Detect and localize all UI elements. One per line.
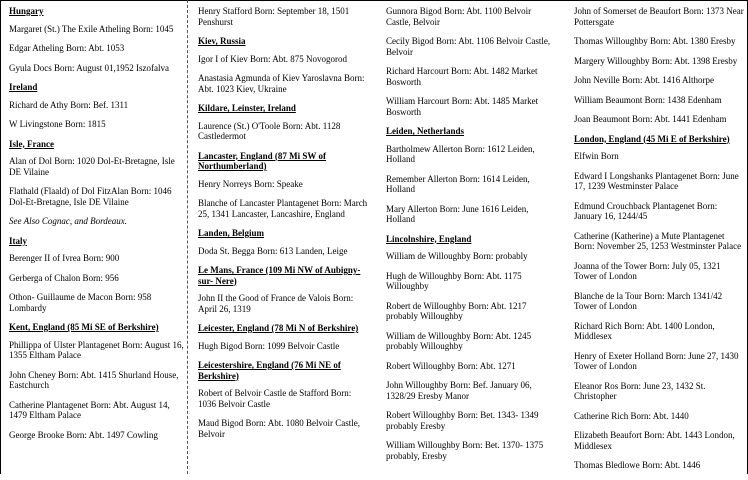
person-entry: William de Willoughby Born: Abt. 1245 probably Willoughby xyxy=(386,330,532,351)
person-entry: Cecily Bigod Born: Abt. 1106 Belvoir Castle, Belvoir xyxy=(386,36,551,57)
person-entry: Blanche de la Tour Born: March 1341/42 Tower of London xyxy=(574,290,723,311)
person-entry: Igor I of Kiev Born: Abt. 875 Novogorod xyxy=(198,53,347,64)
person-entry: Bartholmew Allerton Born: 1612 Leiden, Holland xyxy=(386,143,535,164)
column-1 xyxy=(9,6,185,449)
person-entry: Edward I Longshanks Plantagenet Born: June 17, 1239 Westminster Palace xyxy=(574,170,739,191)
location-heading: Leiden, Netherlands xyxy=(386,126,465,136)
location-heading: Leicestershire, England (76 Mi NE of Berkshire) xyxy=(198,360,341,381)
person-entry: Richard Rich Born: Abt. 1400 London, Middlesex xyxy=(574,320,715,341)
person-entry: Richard Harcourt Born: Abt. 1482 Market Bosworth xyxy=(386,66,538,87)
location-heading: Kent, England (85 Mi SE of Berkshire) xyxy=(9,322,159,332)
person-entry: Alan of Dol Born: 1020 Dol-Et-Bretagne, Isle DE Vilaine xyxy=(9,156,175,177)
person-entry: Elfwin Born xyxy=(574,151,619,161)
person-entry: Doda St. Begga Born: 613 Landen, Leige xyxy=(198,245,348,256)
person-entry: Robert of Belvoir Castle de Stafford Born: 1036 Belvoir Castle xyxy=(198,388,352,409)
column-3 xyxy=(386,6,556,470)
person-entry: William Harcourt Born: Abt. 1485 Market Bosworth xyxy=(386,96,539,117)
person-entry: Mary Allerton Born: June 1616 Leiden, Holland xyxy=(386,203,529,224)
location-heading: Ireland xyxy=(9,82,38,92)
column-4 xyxy=(574,6,744,480)
person-entry: William de Willoughby Born: probably xyxy=(386,251,528,261)
person-entry: W Livingstone Born: 1815 xyxy=(9,119,106,129)
location-heading: Isle, France xyxy=(9,138,54,149)
person-entry: Thomas Willoughby Born: Abt. 1380 Eresby xyxy=(574,36,736,46)
person-entry: Joan Beaumont Born: Abt. 1441 Edenham xyxy=(574,114,727,124)
location-heading: Landen, Belgium xyxy=(198,228,265,238)
person-entry: Henry Stafford Born: September 18, 1501 Penshurst xyxy=(198,6,350,27)
person-entry: Joanna of the Tower Born: July 05, 1321 Tower of London xyxy=(574,260,721,281)
person-entry: Flathald (Flaald) of Dol FitzAlan Born: 1046 Dol-Et-Bretagne, Isle DE Vilaine xyxy=(9,186,172,207)
person-entry: Maud Bigod Born: Abt. 1080 Belvoir Castle, Belvoir xyxy=(198,418,360,439)
person-entry: Remember Allerton Born: 1614 Leiden, Holland xyxy=(386,173,530,194)
location-heading: London, England (45 Mi E of Berkshire) xyxy=(574,133,730,144)
person-entry: Richard de Athy Born: Bef. 1311 xyxy=(9,99,129,110)
person-entry: John of Somerset de Beaufort Born: 1373 Near Pottersgate xyxy=(574,6,744,27)
location-heading: Lancaster, England (87 Mi SW of Northumberland) xyxy=(198,150,327,171)
location-heading: Lincolnshire, England xyxy=(386,233,472,244)
person-entry: Robert Willoughby Born: Abt. 1271 xyxy=(386,360,516,371)
person-entry: Berenger II of Ivrea Born: 900 xyxy=(9,253,120,263)
left-border xyxy=(0,0,1,474)
see-also-note: See Also Cognac, and Bordeaux. xyxy=(9,216,127,226)
location-heading: Kildare, Leinster, Ireland xyxy=(198,103,296,113)
person-entry: Henry of Exeter Holland Born: June 27, 1430 Tower of London xyxy=(574,350,739,371)
person-entry: John Cheney Born: Abt. 1415 Shurland House, Eastchurch xyxy=(9,369,179,390)
person-entry: Blanche of Lancaster Plantagenet Born: March 25, 1341 Lancaster, Lancashire, England xyxy=(198,198,368,219)
person-entry: William Willoughby Born: Bet. 1370- 1375 probably, Eresby xyxy=(386,440,544,461)
person-entry: Gunnora Bigod Born: Abt. 1100 Belvoir Castle, Belvoir xyxy=(386,6,532,27)
person-entry: Phillippa of Ulster Plantagenet Born: August 16, 1355 Eltham Palace xyxy=(9,339,184,360)
location-heading: Leicester, England (78 Mi N of Berkshire) xyxy=(198,323,359,333)
person-entry: Margaret (St.) The Exile Atheling Born: 1045 xyxy=(9,23,174,34)
person-entry: Robert Willoughby Born: Bet. 1343- 1349 probably Eresby xyxy=(386,410,539,431)
person-entry: Robert de Willoughby Born: Abt. 1217 probably Willoughby xyxy=(386,300,527,321)
top-border xyxy=(0,0,748,1)
person-entry: John Willoughby Born: Bef. January 06, 1328/29 Eresby Manor xyxy=(386,380,532,401)
person-entry: Margery Willoughby Born: Abt. 1398 Eresby xyxy=(574,55,738,66)
person-entry: Edmund Crouchback Plantagenet Born: January 16, 1244/45 xyxy=(574,200,718,221)
person-entry: Othon- Guillaume de Macon Born: 958 Lombardy xyxy=(9,292,152,313)
person-entry: Catherine (Katherine) a Mute Plantagenet Born: November 25, 1253 Westminster Palace xyxy=(574,230,742,251)
person-entry: Laurence (St.) O'Toole Born: Abt. 1128 Castledermot xyxy=(198,120,341,141)
person-entry: Anastasia Agmunda of Kiev Yaroslavna Born: Abt. 1023 Kiev, Ukraine xyxy=(198,73,365,94)
person-entry: John Neville Born: Abt. 1416 Althorpe xyxy=(574,75,714,85)
person-entry: Hugh de Willoughby Born: Abt. 1175 Willoughby xyxy=(386,270,522,291)
person-entry: Hugh Bigod Born: 1099 Belvoir Castle xyxy=(198,340,340,351)
person-entry: Edgar Atheling Born: Abt. 1053 xyxy=(9,43,125,53)
person-entry: Thomas Bledlowe Born: Abt. 1446 xyxy=(574,460,701,470)
location-heading: Le Mans, France (109 Mi NW of Aubigny-sur- Nere) xyxy=(198,265,361,286)
person-entry: Gerberga of Chalon Born: 956 xyxy=(9,272,119,283)
person-entry: William Beaumont Born: 1438 Edenham xyxy=(574,94,722,105)
column-divider xyxy=(187,0,188,474)
person-entry: Eleanor Ros Born: June 23, 1432 St. Christopher xyxy=(574,380,706,401)
person-entry: Gyula Docs Born: August 01,1952 Iszofalva xyxy=(9,62,169,73)
location-heading: Italy xyxy=(9,235,27,246)
person-entry: John II the Good of France de Valois Born: April 26, 1319 xyxy=(198,293,354,314)
person-entry: George Brooke Born: Abt. 1497 Cowling xyxy=(9,429,158,440)
person-entry: Henry Norreys Born: Speake xyxy=(198,178,303,189)
location-heading: Kiev, Russia xyxy=(198,36,246,46)
person-entry: Catherine Plantagenet Born: Abt. August 14, 1479 Eltham Palace xyxy=(9,399,170,420)
location-heading: Hungary xyxy=(9,6,44,16)
column-2 xyxy=(198,6,368,448)
person-entry: Catherine Rich Born: Abt. 1440 xyxy=(574,410,689,421)
person-entry: Elizabeth Beaufort Born: Abt. 1443 London, Middlesex xyxy=(574,430,735,451)
